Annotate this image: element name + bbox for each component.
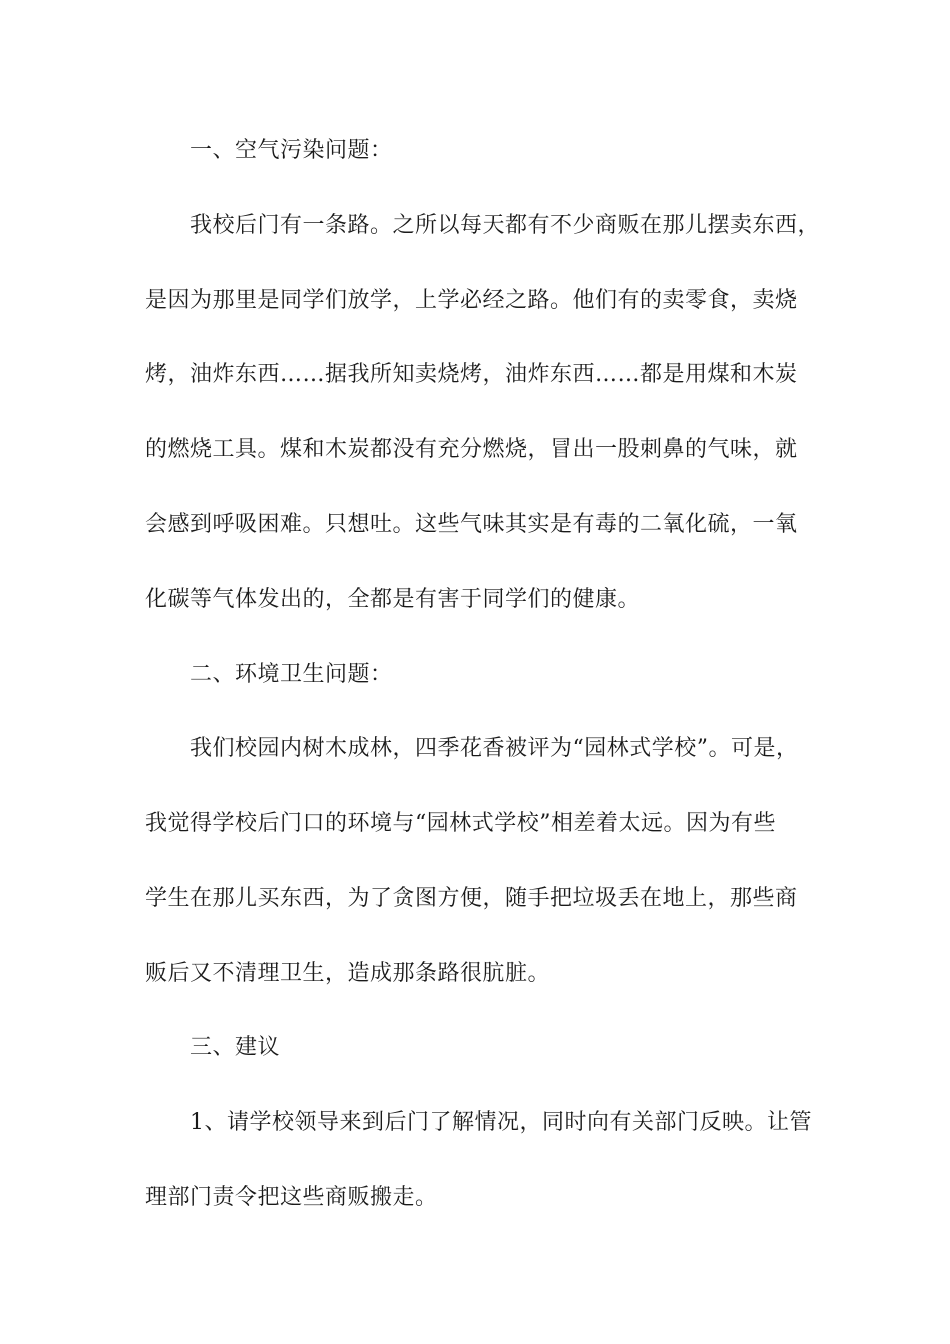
paragraph-line: 化碳等气体发出的，全都是有害于同学们的健康。 [145, 587, 641, 612]
paragraph-line: 的燃烧工具。煤和木炭都没有充分燃烧，冒出一股刺鼻的气味，就 [145, 437, 798, 462]
paragraph-line: 学生在那儿买东西，为了贪图方便，随手把垃圾丢在地上，那些商 [145, 886, 798, 911]
paragraph-line: 理部门责令把这些商贩搬走。 [145, 1185, 438, 1210]
paragraph-line: 烤，油炸东西……据我所知卖烧烤，油炸东西……都是用煤和木炭 [145, 362, 798, 387]
section-1-heading: 一、空气污染问题： [190, 138, 393, 163]
section-3-heading: 三、建议 [190, 1035, 281, 1060]
paragraph-line: 我们校园内树木成林，四季花香被评为“园林式学校”。可是， [190, 736, 799, 761]
paragraph-line: 是因为那里是同学们放学，上学必经之路。他们有的卖零食，卖烧 [145, 288, 798, 313]
paragraph-line: 我觉得学校后门口的环境与“园林式学校”相差着太远。因为有些 [145, 811, 776, 836]
section-2-heading: 二、环境卫生问题： [190, 662, 393, 687]
paragraph-line: 1、请学校领导来到后门了解情况，同时向有关部门反映。让管 [190, 1110, 812, 1135]
paragraph-line: 会感到呼吸困难。只想吐。这些气味其实是有毒的二氧化硫，一氧 [145, 512, 798, 537]
paragraph-line: 贩后又不清理卫生，造成那条路很肮脏。 [145, 961, 551, 986]
paragraph-line: 我校后门有一条路。之所以每天都有不少商贩在那儿摆卖东西， [190, 213, 821, 238]
